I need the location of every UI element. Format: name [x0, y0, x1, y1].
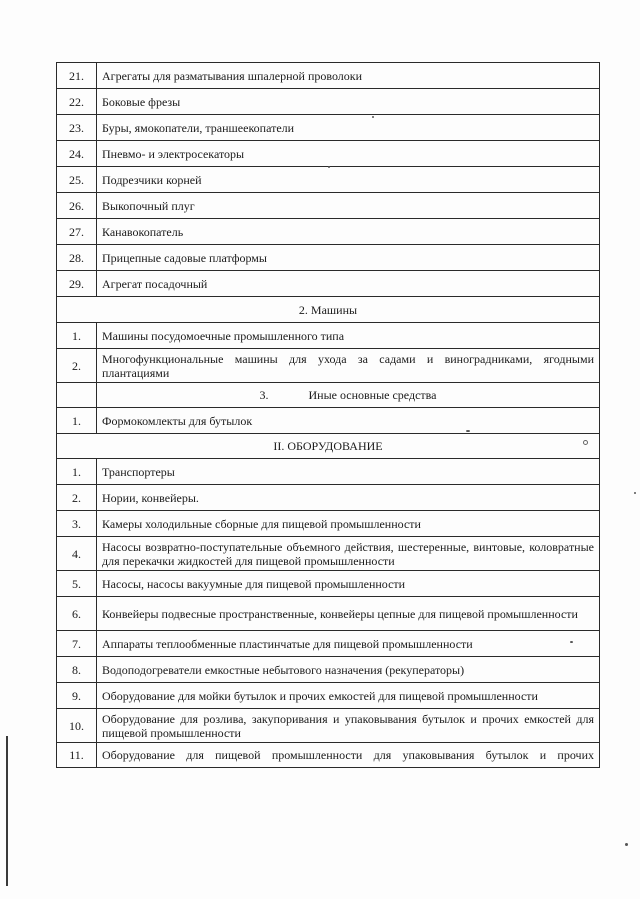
row-name: Боковые фрезы [97, 89, 600, 115]
scan-speck [328, 166, 330, 168]
section-number: 3. [259, 388, 269, 402]
row-number: 1. [57, 459, 97, 485]
row-number: 22. [57, 89, 97, 115]
row-name: Формокомлекты для бутылок [97, 408, 600, 434]
section-row [57, 297, 600, 323]
row-name: Насосы, насосы вакуумные для пищевой промышленности [97, 571, 600, 597]
table-row [57, 485, 600, 511]
row-number: 21. [57, 63, 97, 89]
row-number: 1. [57, 323, 97, 349]
table-row [57, 597, 600, 631]
section-label: Иные основные средства [308, 388, 437, 402]
row-number: 26. [57, 193, 97, 219]
section-row [57, 434, 600, 459]
table-row [57, 219, 600, 245]
row-number: 8. [57, 657, 97, 683]
table-row [57, 245, 600, 271]
table-row [57, 631, 600, 657]
row-name: Агрегаты для разматывания шпалерной проволоки [97, 63, 600, 89]
scan-speck [466, 430, 470, 432]
row-number: 10. [57, 709, 97, 743]
row-number: 23. [57, 115, 97, 141]
section-row [57, 383, 600, 408]
row-number: 2. [57, 349, 97, 383]
row-number: 5. [57, 571, 97, 597]
row-number: 2. [57, 485, 97, 511]
row-number: 3. [57, 511, 97, 537]
row-name: Водоподогреватели емкостные небытового назначения (рекуператоры) [97, 657, 600, 683]
scan-margin-line [6, 736, 8, 886]
table-row [57, 537, 600, 571]
table-row [57, 683, 600, 709]
row-number: 24. [57, 141, 97, 167]
row-name: Насосы возвратно-поступательные объемного действия, шестеренные, винтовые, коловратные для перекачки жидкостей для пищевой промышленности [97, 537, 600, 571]
section-title-equipment: II. ОБОРУДОВАНИЕ [57, 434, 600, 459]
table-row [57, 193, 600, 219]
row-name: Машины посудомоечные промышленного типа [97, 323, 600, 349]
row-number: 9. [57, 683, 97, 709]
row-name: Нории, конвейеры. [97, 485, 600, 511]
row-name: Прицепные садовые платформы [97, 245, 600, 271]
row-number: 27. [57, 219, 97, 245]
row-number: 11. [57, 743, 97, 768]
table-row [57, 167, 600, 193]
row-name: Транспортеры [97, 459, 600, 485]
row-number: 25. [57, 167, 97, 193]
section-title-other [97, 383, 600, 408]
scan-speck [570, 641, 573, 643]
table-row [57, 408, 600, 434]
table-row [57, 709, 600, 743]
table-row [57, 349, 600, 383]
row-number: 29. [57, 271, 97, 297]
table-row [57, 743, 600, 768]
row-name: Многофункциональные машины для ухода за садами и виноградниками, ягодными плантациями [97, 349, 600, 383]
scan-speck [625, 843, 628, 846]
section-empty-cell [57, 383, 97, 408]
row-number: 1. [57, 408, 97, 434]
table-row [57, 323, 600, 349]
row-name: Выкопочный плуг [97, 193, 600, 219]
section-title-machines: 2. Машины [57, 297, 600, 323]
scan-speck [372, 116, 374, 118]
scan-speck [634, 492, 636, 494]
table-row [57, 459, 600, 485]
scan-speck [583, 440, 588, 445]
row-name: Камеры холодильные сборные для пищевой промышленности [97, 511, 600, 537]
row-name: Конвейеры подвесные пространственные, конвейеры цепные для пищевой промышленности [97, 597, 600, 631]
table-row [57, 63, 600, 89]
row-name: Агрегат посадочный [97, 271, 600, 297]
row-number: 4. [57, 537, 97, 571]
row-name: Оборудование для розлива, закупоривания и упаковывания бутылок и прочих емкостей для пищевой промышленности [97, 709, 600, 743]
row-name: Оборудование для пищевой промышленности для упаковывания бутылок и прочих [97, 743, 600, 768]
table-row [57, 271, 600, 297]
table-row [57, 141, 600, 167]
row-number: 28. [57, 245, 97, 271]
table-row [57, 571, 600, 597]
row-name: Оборудование для мойки бутылок и прочих емкостей для пищевой промышленности [97, 683, 600, 709]
row-number: 7. [57, 631, 97, 657]
table-row [57, 657, 600, 683]
table-row [57, 511, 600, 537]
row-name: Канавокопатель [97, 219, 600, 245]
row-name: Пневмо- и электросекаторы [97, 141, 600, 167]
row-name: Буры, ямокопатели, траншеекопатели [97, 115, 600, 141]
row-number: 6. [57, 597, 97, 631]
row-name: Подрезчики корней [97, 167, 600, 193]
table-row [57, 89, 600, 115]
row-name: Аппараты теплообменные пластинчатые для пищевой промышленности [97, 631, 600, 657]
table-row [57, 115, 600, 141]
